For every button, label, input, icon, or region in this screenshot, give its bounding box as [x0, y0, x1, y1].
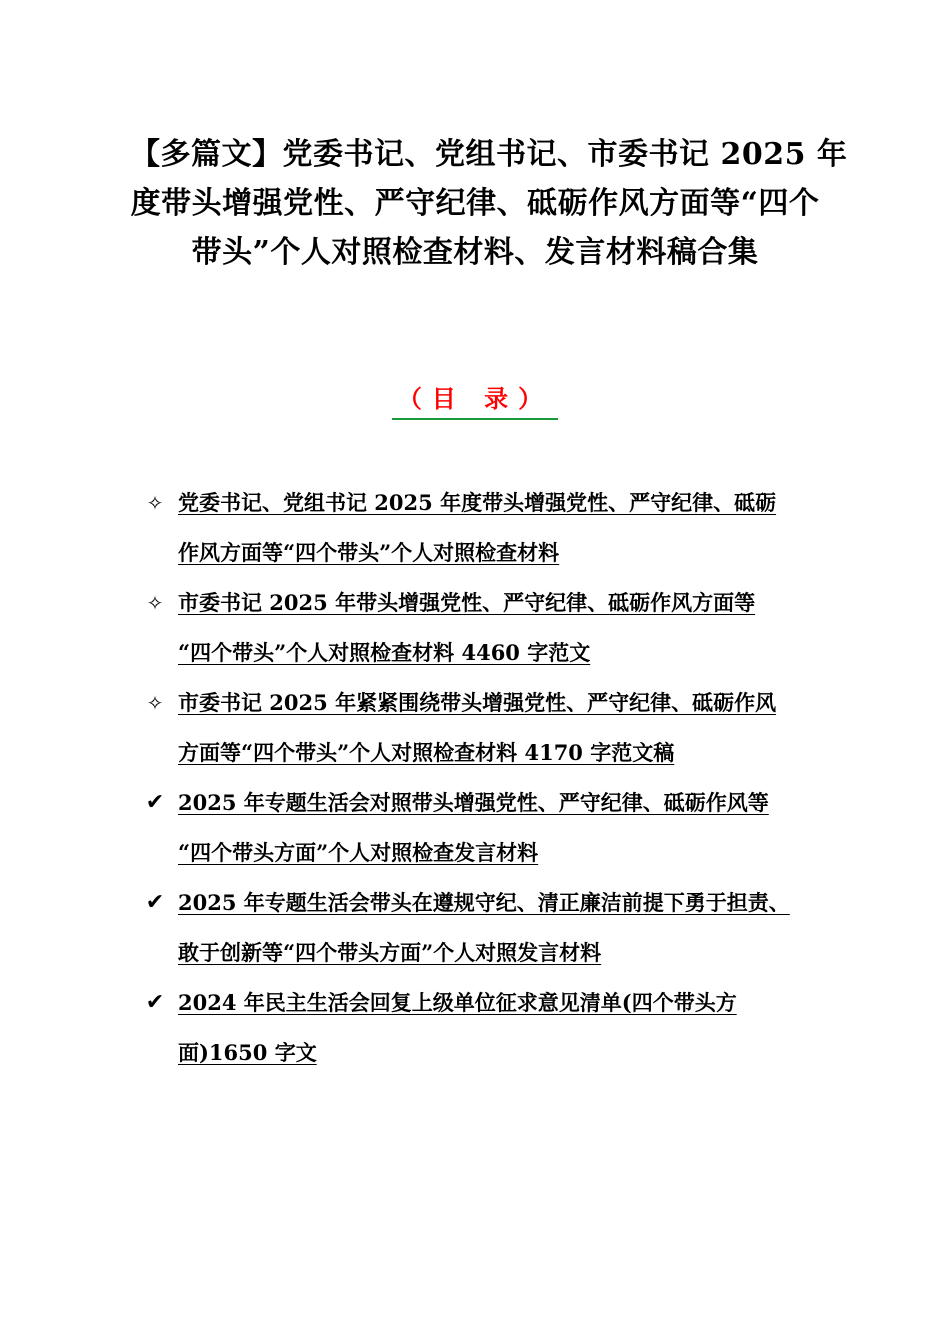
toc-item-line: 市委书记 2025 年带头增强党性、严守纪律、砥砺作风方面等 [178, 590, 756, 615]
toc-item[interactable] [142, 578, 822, 678]
toc-item[interactable] [142, 678, 822, 778]
diamond-star-icon: ✧ [146, 591, 164, 615]
toc-item-line: 敢于创新等“四个带头方面”个人对照发言材料 [178, 940, 602, 965]
toc-item-line: “四个带头方面”个人对照检查发言材料 [178, 840, 539, 865]
document-title [130, 130, 848, 277]
toc-item-link[interactable] [178, 678, 822, 778]
toc-item[interactable] [142, 878, 822, 978]
diamond-star-icon: ✧ [146, 491, 164, 515]
toc-item-line: 作风方面等“四个带头”个人对照检查材料 [178, 540, 560, 565]
toc-item[interactable] [142, 978, 822, 1078]
toc-item-link[interactable] [178, 578, 822, 678]
toc-item-line: 2024 年民主生活会回复上级单位征求意见清单(四个带头方 [178, 990, 737, 1015]
toc-item-line: 方面等“四个带头”个人对照检查材料 4170 字范文稿 [178, 740, 675, 765]
title-line-2: 度带头增强党性、严守纪律、砥砺作风方面等“四个 [130, 186, 820, 221]
check-mark-icon: ✔ [145, 890, 165, 915]
toc-list [142, 478, 822, 1078]
diamond-star-icon: ✧ [146, 691, 164, 715]
toc-item-line: 2025 年专题生活会对照带头增强党性、严守纪律、砥砺作风等 [178, 790, 769, 815]
toc-item-link[interactable] [178, 878, 822, 978]
toc-item-link[interactable] [178, 778, 822, 878]
check-mark-icon: ✔ [145, 990, 165, 1015]
toc-item[interactable] [142, 478, 822, 578]
toc-item-link[interactable] [178, 478, 822, 578]
toc-item-line: “四个带头”个人对照检查材料 4460 字范文 [178, 640, 591, 665]
toc-item[interactable] [142, 778, 822, 878]
toc-heading [0, 382, 950, 420]
title-line-3: 带头”个人对照检查材料、发言材料稿合集 [191, 235, 759, 270]
check-mark-icon: ✔ [145, 790, 165, 815]
toc-item-line: 党委书记、党组书记 2025 年度带头增强党性、严守纪律、砥砺 [178, 490, 777, 515]
title-line-1: 【多篇文】党委书记、党组书记、市委书记 2025 年 [130, 137, 848, 172]
toc-item-line: 面)1650 字文 [178, 1040, 317, 1065]
toc-item-link[interactable] [178, 978, 822, 1078]
toc-item-line: 2025 年专题生活会带头在遵规守纪、清正廉洁前提下勇于担责、 [178, 890, 790, 915]
toc-item-line: 市委书记 2025 年紧紧围绕带头增强党性、严守纪律、砥砺作风 [178, 690, 777, 715]
toc-heading-label: （目 录） [392, 382, 558, 420]
